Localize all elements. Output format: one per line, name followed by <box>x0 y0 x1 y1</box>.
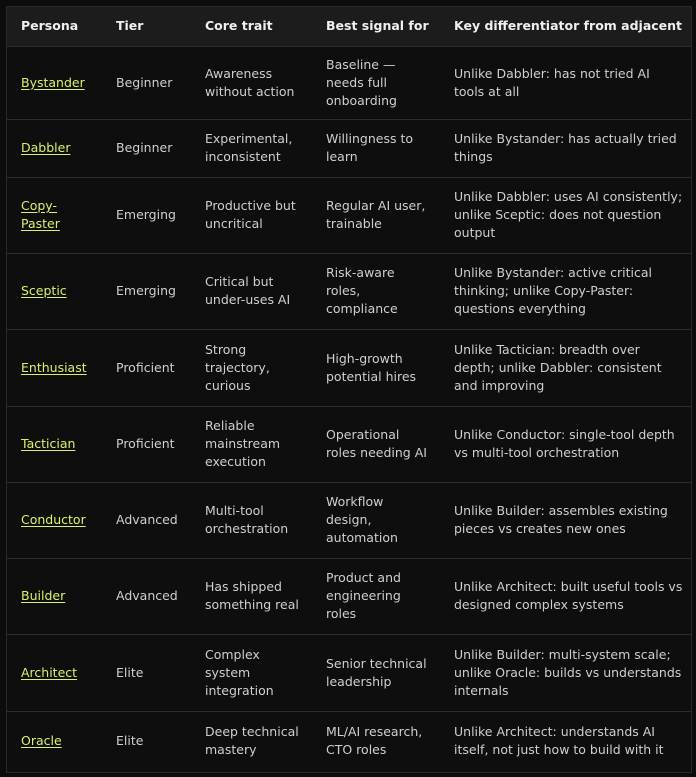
header-persona: Persona <box>21 18 79 34</box>
best-signal-text: Operational roles needing AI <box>326 427 427 460</box>
table-row <box>7 177 691 253</box>
persona-link[interactable]: Bystander <box>21 74 85 90</box>
core-trait-text: Productive but uncritical <box>205 198 296 231</box>
core-trait-text: Deep technical mastery <box>205 723 299 757</box>
table-row <box>7 119 691 177</box>
best-signal-text: ML/AI research, CTO roles <box>326 723 423 757</box>
tier-text: Emerging <box>116 207 176 222</box>
differentiator-cell <box>439 119 691 177</box>
persona-cell <box>7 558 101 634</box>
best-signal-text: Product and engineering roles <box>326 570 401 621</box>
core-trait-cell <box>190 329 311 406</box>
persona-link[interactable]: Copy-Paster <box>21 198 60 231</box>
core-trait-cell <box>190 119 311 177</box>
differentiator-cell <box>439 711 691 770</box>
core-trait-cell <box>190 558 311 634</box>
core-trait-text: Reliable mainstream execution <box>205 418 281 469</box>
table-body <box>7 46 691 770</box>
header-row <box>7 7 691 46</box>
tier-cell <box>101 482 190 558</box>
tier-text: Proficient <box>116 436 175 451</box>
differentiator-text: Unlike Dabbler: has not tried AI tools at all <box>454 65 650 99</box>
differentiator-cell <box>439 634 691 711</box>
differentiator-text: Unlike Tactician: breadth over depth; unlike Dabbler: consistent and improving <box>454 341 662 393</box>
tier-cell <box>101 253 190 329</box>
best-signal-cell <box>311 46 439 119</box>
best-signal-cell <box>311 406 439 482</box>
best-signal-cell <box>311 329 439 406</box>
persona-link[interactable]: Enthusiast <box>21 359 87 375</box>
persona-link[interactable]: Tactician <box>21 436 76 451</box>
persona-cell <box>7 634 101 711</box>
persona-cell <box>7 119 101 177</box>
best-signal-text: Workflow design, automation <box>326 494 398 545</box>
header-core-trait: Core trait <box>205 18 273 34</box>
persona-link[interactable]: Architect <box>21 664 78 680</box>
best-signal-cell <box>311 482 439 558</box>
differentiator-text: Unlike Bystander: has actually tried things <box>454 131 677 164</box>
differentiator-cell <box>439 46 691 119</box>
core-trait-text: Complex system integration <box>205 646 274 698</box>
core-trait-text: Strong trajectory, curious <box>205 341 270 393</box>
table-row <box>7 558 691 634</box>
best-signal-text: Baseline — needs full onboarding <box>326 56 397 108</box>
table-header <box>7 7 691 46</box>
table-row <box>7 329 691 406</box>
tier-text: Advanced <box>116 512 178 527</box>
table-row <box>7 406 691 482</box>
core-trait-cell <box>190 177 311 253</box>
persona-cell <box>7 46 101 119</box>
persona-link[interactable]: Sceptic <box>21 283 67 298</box>
table-row <box>7 46 691 119</box>
differentiator-text: Unlike Architect: built useful tools vs designed complex systems <box>454 579 683 612</box>
table-row <box>7 711 691 770</box>
persona-cell <box>7 253 101 329</box>
differentiator-cell <box>439 482 691 558</box>
tier-text: Proficient <box>116 359 175 375</box>
best-signal-text: Senior technical leadership <box>326 655 427 689</box>
best-signal-text: High-growth potential hires <box>326 350 417 384</box>
tier-cell <box>101 711 190 770</box>
differentiator-text: Unlike Conductor: single-tool depth vs multi-tool orchestration <box>454 427 675 460</box>
differentiator-cell <box>439 329 691 406</box>
best-signal-cell <box>311 558 439 634</box>
core-trait-cell <box>190 46 311 119</box>
tier-cell <box>101 46 190 119</box>
best-signal-cell <box>311 711 439 770</box>
tier-cell <box>101 119 190 177</box>
differentiator-cell <box>439 558 691 634</box>
table-row <box>7 634 691 711</box>
tier-cell <box>101 634 190 711</box>
core-trait-cell <box>190 253 311 329</box>
best-signal-cell <box>311 634 439 711</box>
best-signal-cell <box>311 119 439 177</box>
persona-link[interactable]: Oracle <box>21 732 62 748</box>
persona-cell <box>7 482 101 558</box>
persona-table-container <box>6 6 692 773</box>
best-signal-cell <box>311 253 439 329</box>
tier-text: Beginner <box>116 140 173 155</box>
best-signal-cell <box>311 177 439 253</box>
header-differentiator: Key differentiator from adjacent <box>454 18 683 34</box>
core-trait-text: Multi-tool orchestration <box>205 503 289 536</box>
persona-cell <box>7 711 101 770</box>
tier-text: Beginner <box>116 74 173 90</box>
tier-cell <box>101 558 190 634</box>
tier-text: Emerging <box>116 283 176 298</box>
core-trait-cell <box>190 711 311 770</box>
header-best-signal: Best signal for <box>326 18 429 34</box>
tier-text: Advanced <box>116 588 178 603</box>
best-signal-text: Willingness to learn <box>326 131 413 164</box>
differentiator-text: Unlike Architect: understands AI itself, not just how to build with it <box>454 723 664 757</box>
differentiator-text: Unlike Dabbler: uses AI consistently; unlike Sceptic: does not question output <box>454 189 683 240</box>
tier-cell <box>101 177 190 253</box>
differentiator-cell <box>439 406 691 482</box>
tier-cell <box>101 329 190 406</box>
differentiator-cell <box>439 177 691 253</box>
tier-cell <box>101 406 190 482</box>
table-row <box>7 482 691 558</box>
core-trait-cell <box>190 482 311 558</box>
header-tier: Tier <box>116 18 144 34</box>
differentiator-text: Unlike Builder: multi-system scale; unlike Oracle: builds vs understands internals <box>454 646 682 698</box>
tier-text: Elite <box>116 664 144 680</box>
persona-cell <box>7 406 101 482</box>
core-trait-cell <box>190 634 311 711</box>
core-trait-cell <box>190 406 311 482</box>
differentiator-cell <box>439 253 691 329</box>
persona-cell <box>7 177 101 253</box>
best-signal-text: Risk-aware roles, compliance <box>326 265 398 316</box>
core-trait-text: Has shipped something real <box>205 579 299 612</box>
best-signal-text: Regular AI user, trainable <box>326 198 426 231</box>
tier-text: Elite <box>116 732 144 748</box>
differentiator-text: Unlike Bystander: active critical thinking; unlike Copy-Paster: questions everything <box>454 265 653 316</box>
persona-cell <box>7 329 101 406</box>
core-trait-text: Experimental, inconsistent <box>205 131 293 164</box>
table-row <box>7 253 691 329</box>
persona-link[interactable]: Dabbler <box>21 140 71 155</box>
core-trait-text: Awareness without action <box>205 65 295 99</box>
persona-link[interactable]: Builder <box>21 588 66 603</box>
persona-link[interactable]: Conductor <box>21 512 86 527</box>
core-trait-text: Critical but under-uses AI <box>205 274 291 307</box>
differentiator-text: Unlike Builder: assembles existing pieces vs creates new ones <box>454 503 668 536</box>
persona-table <box>7 7 691 770</box>
